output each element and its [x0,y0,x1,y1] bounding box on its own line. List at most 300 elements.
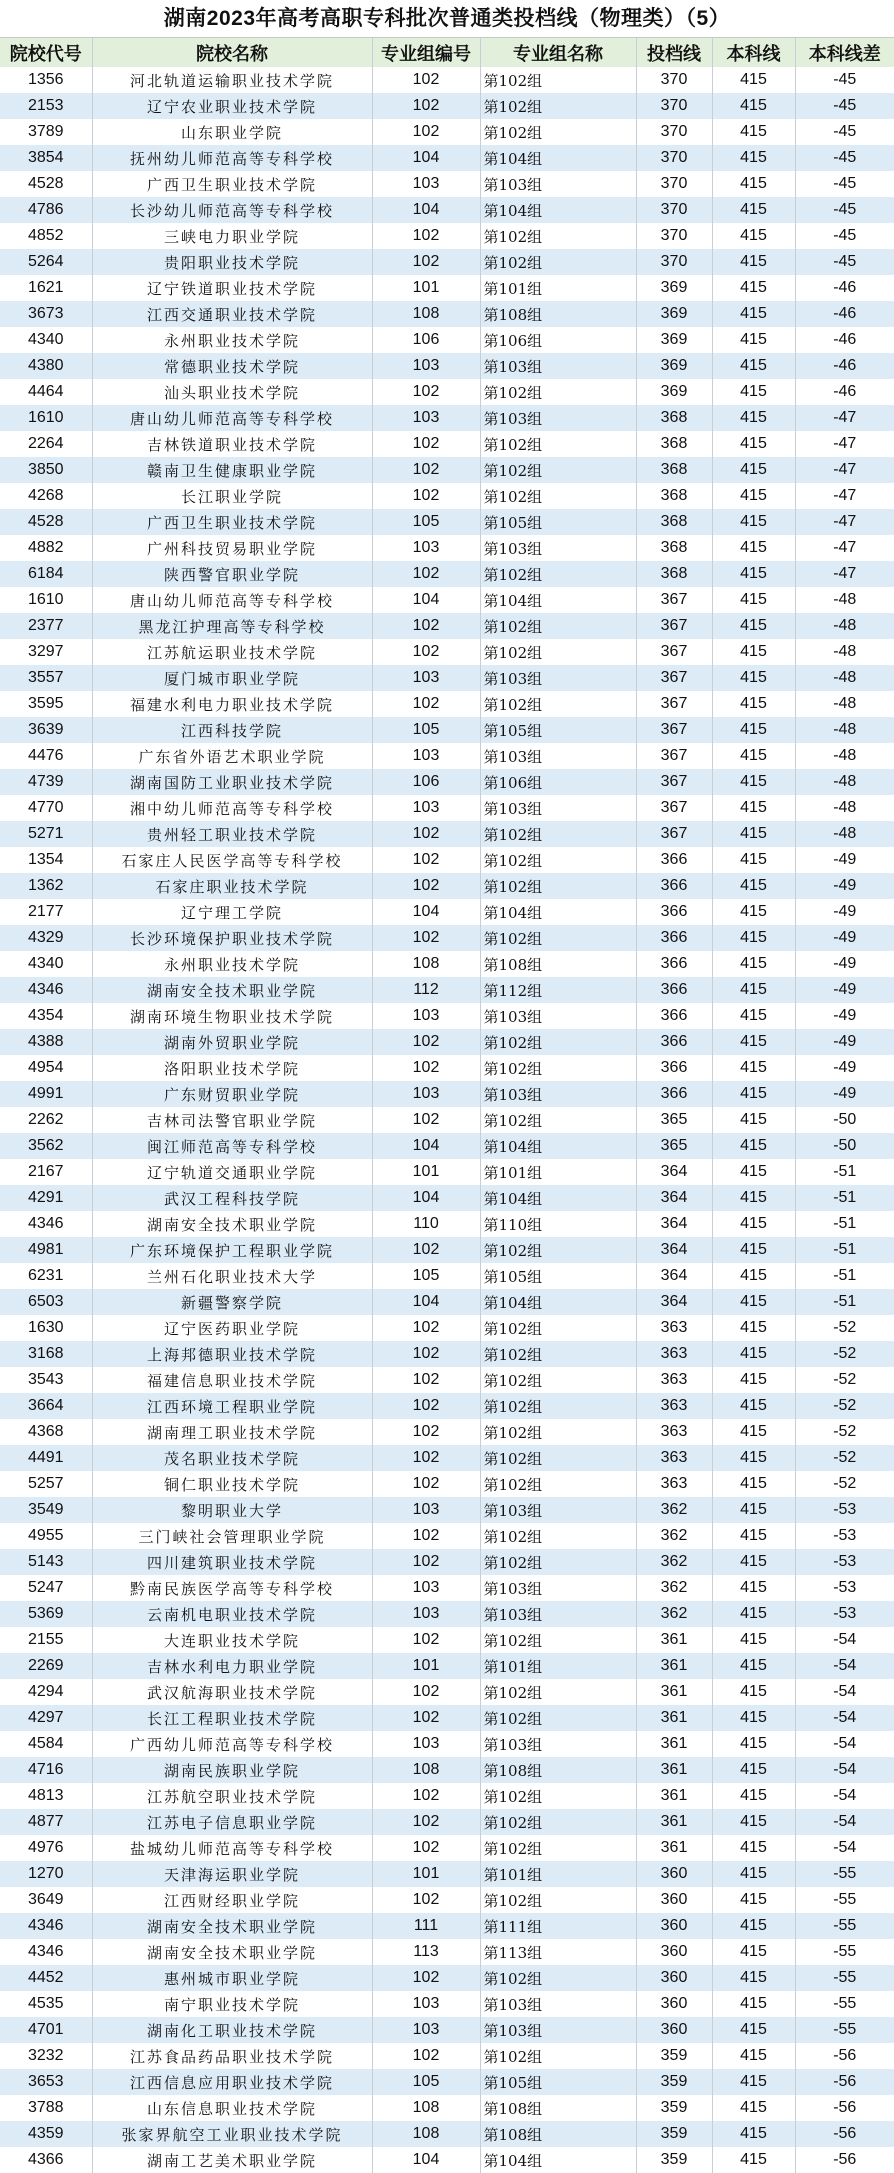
undergrad-line-cell: 415 [712,1939,795,1965]
line-difference-cell: -48 [795,665,894,691]
line-difference-cell: -47 [795,535,894,561]
school-name-cell: 广州科技贸易职业学院 [92,535,372,561]
table-row [0,1393,894,1419]
school-code-cell: 4340 [27,331,64,348]
table-row [0,1497,894,1523]
school-name-cell: 辽宁医药职业学院 [92,1315,372,1341]
table-row [0,1471,894,1497]
table-row [0,691,894,717]
group-number-cell: 102 [372,561,480,587]
admission-score-cell: 361 [636,1731,712,1757]
header-row [0,38,894,67]
school-code-cell: 3653 [27,2073,64,2090]
group-name-cell: 第103组 [480,1731,636,1757]
admission-score-cell: 359 [636,2121,712,2147]
school-code-cell: 4366 [27,2151,64,2168]
school-code-cell: 4877 [27,1813,64,1830]
group-name-cell: 第102组 [480,847,636,873]
group-name-cell: 第102组 [480,1237,636,1263]
undergrad-line-cell: 415 [712,691,795,717]
school-code-cell: 2262 [27,1111,64,1128]
group-number-cell: 108 [372,301,480,327]
admission-score-cell: 363 [636,1393,712,1419]
admission-score-cell: 360 [636,1887,712,1913]
group-name-cell: 第102组 [480,1783,636,1809]
line-difference-cell: -54 [795,1679,894,1705]
group-name-cell: 第103组 [480,2017,636,2043]
school-name-cell: 唐山幼儿师范高等专科学校 [92,405,372,431]
group-name-cell: 第111组 [480,1913,636,1939]
group-number-cell: 102 [372,431,480,457]
header-admission-score: 投档线 [636,38,712,67]
group-number-cell: 103 [372,1081,480,1107]
school-code-cell: 6231 [27,1267,64,1284]
line-difference-cell: -54 [795,1783,894,1809]
group-number-cell: 102 [372,379,480,405]
group-name-cell: 第103组 [480,795,636,821]
school-code-cell: 4329 [27,929,64,946]
group-name-cell: 第103组 [480,171,636,197]
school-name-cell: 河北轨道运输职业技术学院 [92,67,372,93]
line-difference-cell: -48 [795,795,894,821]
line-difference-cell: -49 [795,925,894,951]
table-row [0,1731,894,1757]
group-name-cell: 第104组 [480,1133,636,1159]
undergrad-line-cell: 415 [712,1835,795,1861]
group-name-cell: 第103组 [480,1003,636,1029]
school-name-cell: 江苏食品药品职业技术学院 [92,2043,372,2069]
group-number-cell: 104 [372,1133,480,1159]
group-number-cell: 102 [372,1627,480,1653]
school-name-cell: 石家庄人民医学高等专科学校 [92,847,372,873]
group-name-cell: 第102组 [480,1627,636,1653]
line-difference-cell: -53 [795,1497,894,1523]
school-name-cell: 贵州轻工职业技术学院 [92,821,372,847]
school-code-cell: 5257 [27,1475,64,1492]
school-code-cell: 3549 [27,1501,64,1518]
school-code-cell: 5143 [27,1553,64,1570]
group-name-cell: 第103组 [480,1497,636,1523]
table-row [0,405,894,431]
admission-score-cell: 366 [636,1055,712,1081]
school-name-cell: 盐城幼儿师范高等专科学校 [92,1835,372,1861]
school-name-cell: 江苏航运职业技术学院 [92,639,372,665]
school-code-cell: 3854 [27,149,64,166]
school-name-cell: 湖南环境生物职业技术学院 [92,1003,372,1029]
school-code-cell: 4528 [27,175,64,192]
line-difference-cell: -48 [795,613,894,639]
group-number-cell: 102 [372,1705,480,1731]
group-number-cell: 102 [372,1679,480,1705]
group-number-cell: 102 [372,1393,480,1419]
admission-score-cell: 366 [636,977,712,1003]
school-code-cell: 1621 [27,279,64,296]
line-difference-cell: -54 [795,1835,894,1861]
group-number-cell: 105 [372,1263,480,1289]
school-code-cell: 1270 [27,1865,64,1882]
group-name-cell: 第102组 [480,1445,636,1471]
school-code-cell: 1362 [27,877,64,894]
group-number-cell: 101 [372,275,480,301]
line-difference-cell: -55 [795,2017,894,2043]
school-name-cell: 长沙幼儿师范高等专科学校 [92,197,372,223]
group-name-cell: 第102组 [480,249,636,275]
school-name-cell: 湖南化工职业技术学院 [92,2017,372,2043]
table-row [0,2017,894,2043]
line-difference-cell: -45 [795,223,894,249]
group-name-cell: 第103组 [480,535,636,561]
school-code-cell: 2264 [27,435,64,452]
school-code-cell: 4464 [27,383,64,400]
line-difference-cell: -52 [795,1445,894,1471]
undergrad-line-cell: 415 [712,587,795,613]
line-difference-cell: -55 [795,1861,894,1887]
group-name-cell: 第102组 [480,1055,636,1081]
group-name-cell: 第101组 [480,1159,636,1185]
line-difference-cell: -47 [795,431,894,457]
group-number-cell: 104 [372,587,480,613]
undergrad-line-cell: 415 [712,1887,795,1913]
group-name-cell: 第102组 [480,379,636,405]
line-difference-cell: -47 [795,509,894,535]
school-code-cell: 4368 [27,1423,64,1440]
table-row [0,249,894,275]
admission-score-cell: 366 [636,1029,712,1055]
school-code-cell: 4491 [27,1449,64,1466]
undergrad-line-cell: 415 [712,2095,795,2121]
school-name-cell: 辽宁农业职业技术学院 [92,93,372,119]
group-number-cell: 102 [372,119,480,145]
table-row [0,483,894,509]
group-name-cell: 第102组 [480,67,636,93]
school-code-cell: 4476 [27,747,64,764]
table-row [0,301,894,327]
school-name-cell: 吉林铁道职业技术学院 [92,431,372,457]
group-number-cell: 102 [372,1445,480,1471]
group-number-cell: 105 [372,717,480,743]
undergrad-line-cell: 415 [712,2121,795,2147]
undergrad-line-cell: 415 [712,301,795,327]
undergrad-line-cell: 415 [712,483,795,509]
school-name-cell: 武汉工程科技学院 [92,1185,372,1211]
undergrad-line-cell: 415 [712,249,795,275]
undergrad-line-cell: 415 [712,1003,795,1029]
admission-score-cell: 361 [636,1653,712,1679]
table-row [0,1653,894,1679]
header-undergrad-line: 本科线 [712,38,795,67]
group-number-cell: 105 [372,509,480,535]
school-name-cell: 江西信息应用职业技术学院 [92,2069,372,2095]
group-name-cell: 第104组 [480,1289,636,1315]
undergrad-line-cell: 415 [712,457,795,483]
school-code-cell: 4991 [27,1085,64,1102]
undergrad-line-cell: 415 [712,1497,795,1523]
line-difference-cell: -55 [795,1991,894,2017]
group-number-cell: 102 [372,93,480,119]
school-code-cell: 2153 [27,97,64,114]
school-code-cell: 1610 [27,409,64,426]
undergrad-line-cell: 415 [712,821,795,847]
line-difference-cell: -52 [795,1471,894,1497]
line-difference-cell: -55 [795,1913,894,1939]
school-code-cell: 5247 [27,1579,64,1596]
admission-score-cell: 368 [636,431,712,457]
undergrad-line-cell: 415 [712,925,795,951]
admission-score-cell: 366 [636,1003,712,1029]
group-name-cell: 第102组 [480,1965,636,1991]
undergrad-line-cell: 415 [712,197,795,223]
line-difference-cell: -56 [795,2121,894,2147]
table-row [0,457,894,483]
group-name-cell: 第102组 [480,1809,636,1835]
table-row [0,275,894,301]
admission-score-cell: 360 [636,1913,712,1939]
school-code-cell: 4297 [27,1709,64,1726]
undergrad-line-cell: 415 [712,1237,795,1263]
admission-score-cell: 361 [636,1835,712,1861]
group-number-cell: 102 [372,1367,480,1393]
admission-score-cell: 359 [636,2095,712,2121]
school-name-cell: 洛阳职业技术学院 [92,1055,372,1081]
line-difference-cell: -48 [795,743,894,769]
school-name-cell: 永州职业技术学院 [92,951,372,977]
line-difference-cell: -49 [795,977,894,1003]
table-title: 湖南2023年高考高职专科批次普通类投档线（物理类）（5） [0,0,894,38]
line-difference-cell: -54 [795,1809,894,1835]
school-code-cell: 4294 [27,1683,64,1700]
table-row [0,2147,894,2173]
school-name-cell: 石家庄职业技术学院 [92,873,372,899]
line-difference-cell: -55 [795,1965,894,1991]
school-code-cell: 2155 [27,1631,64,1648]
school-code-cell: 4954 [27,1059,64,1076]
admission-score-cell: 364 [636,1211,712,1237]
group-number-cell: 108 [372,2095,480,2121]
line-difference-cell: -47 [795,561,894,587]
admission-score-cell: 364 [636,1159,712,1185]
admission-score-cell: 364 [636,1185,712,1211]
group-number-cell: 106 [372,769,480,795]
group-number-cell: 103 [372,1731,480,1757]
admission-score-cell: 368 [636,561,712,587]
undergrad-line-cell: 415 [712,1315,795,1341]
line-difference-cell: -51 [795,1211,894,1237]
table-row [0,925,894,951]
line-difference-cell: -53 [795,1601,894,1627]
school-name-cell: 黔南民族医学高等专科学校 [92,1575,372,1601]
undergrad-line-cell: 415 [712,1913,795,1939]
group-number-cell: 102 [372,821,480,847]
school-name-cell: 辽宁理工学院 [92,899,372,925]
admission-score-cell: 362 [636,1523,712,1549]
school-name-cell: 江西交通职业技术学院 [92,301,372,327]
group-number-cell: 104 [372,1185,480,1211]
header-line-difference: 本科线差 [795,38,894,67]
undergrad-line-cell: 415 [712,847,795,873]
table-row [0,327,894,353]
admission-score-cell: 369 [636,301,712,327]
line-difference-cell: -48 [795,691,894,717]
table-row [0,1705,894,1731]
group-name-cell: 第102组 [480,483,636,509]
admission-score-cell: 361 [636,1627,712,1653]
group-number-cell: 102 [372,691,480,717]
school-code-cell: 2377 [27,617,64,634]
admission-score-cell: 365 [636,1107,712,1133]
undergrad-line-cell: 415 [712,1575,795,1601]
school-name-cell: 黑龙江护理高等专科学校 [92,613,372,639]
table-row [0,795,894,821]
school-code-cell: 4340 [27,955,64,972]
group-name-cell: 第103组 [480,353,636,379]
undergrad-line-cell: 415 [712,1965,795,1991]
table-row [0,431,894,457]
group-name-cell: 第102组 [480,613,636,639]
school-name-cell: 广东省外语艺术职业学院 [92,743,372,769]
undergrad-line-cell: 415 [712,1445,795,1471]
group-number-cell: 103 [372,353,480,379]
school-name-cell: 长江工程职业技术学院 [92,1705,372,1731]
school-name-cell: 新疆警察学院 [92,1289,372,1315]
table-row [0,1939,894,1965]
admission-score-cell: 367 [636,639,712,665]
line-difference-cell: -47 [795,457,894,483]
table-row [0,1445,894,1471]
undergrad-line-cell: 415 [712,379,795,405]
school-name-cell: 湖南民族职业学院 [92,1757,372,1783]
undergrad-line-cell: 415 [712,1861,795,1887]
table-row [0,2043,894,2069]
line-difference-cell: -45 [795,67,894,93]
line-difference-cell: -51 [795,1263,894,1289]
group-number-cell: 102 [372,1887,480,1913]
line-difference-cell: -50 [795,1107,894,1133]
table-row [0,1861,894,1887]
table-row [0,561,894,587]
table-row [0,1315,894,1341]
line-difference-cell: -45 [795,93,894,119]
school-name-cell: 湖南国防工业职业技术学院 [92,769,372,795]
group-number-cell: 103 [372,1003,480,1029]
school-name-cell: 江苏电子信息职业学院 [92,1809,372,1835]
school-code-cell: 4955 [27,1527,64,1544]
school-code-cell: 2177 [27,903,64,920]
group-number-cell: 101 [372,1159,480,1185]
group-number-cell: 102 [372,1549,480,1575]
header-school-name: 院校名称 [92,38,372,67]
school-code-cell: 6503 [27,1293,64,1310]
line-difference-cell: -52 [795,1393,894,1419]
admission-score-cell: 365 [636,1133,712,1159]
admission-score-cell: 360 [636,2017,712,2043]
school-code-cell: 3543 [27,1371,64,1388]
admission-score-cell: 361 [636,1705,712,1731]
group-name-cell: 第103组 [480,743,636,769]
undergrad-line-cell: 415 [712,1081,795,1107]
school-code-cell: 4770 [27,799,64,816]
undergrad-line-cell: 415 [712,1549,795,1575]
school-code-cell: 5271 [27,825,64,842]
group-number-cell: 104 [372,1289,480,1315]
table-row [0,743,894,769]
group-name-cell: 第103组 [480,405,636,431]
group-name-cell: 第108组 [480,301,636,327]
table-row [0,119,894,145]
school-name-cell: 吉林水利电力职业学院 [92,1653,372,1679]
group-name-cell: 第108组 [480,2095,636,2121]
group-number-cell: 102 [372,1419,480,1445]
group-name-cell: 第106组 [480,769,636,795]
line-difference-cell: -52 [795,1341,894,1367]
group-name-cell: 第105组 [480,509,636,535]
school-name-cell: 铜仁职业技术学院 [92,1471,372,1497]
line-difference-cell: -48 [795,821,894,847]
line-difference-cell: -49 [795,1081,894,1107]
school-name-cell: 上海邦德职业技术学院 [92,1341,372,1367]
table-row [0,2121,894,2147]
school-name-cell: 唐山幼儿师范高等专科学校 [92,587,372,613]
admission-score-table [0,38,894,2173]
admission-score-cell: 368 [636,509,712,535]
school-name-cell: 广西幼儿师范高等专科学校 [92,1731,372,1757]
line-difference-cell: -45 [795,171,894,197]
line-difference-cell: -54 [795,1731,894,1757]
admission-score-cell: 368 [636,535,712,561]
line-difference-cell: -49 [795,951,894,977]
group-number-cell: 106 [372,327,480,353]
school-name-cell: 闽江师范高等专科学校 [92,1133,372,1159]
undergrad-line-cell: 415 [712,275,795,301]
group-name-cell: 第102组 [480,1419,636,1445]
group-name-cell: 第105组 [480,1263,636,1289]
group-name-cell: 第103组 [480,665,636,691]
undergrad-line-cell: 415 [712,795,795,821]
header-school-code: 院校代号 [9,43,82,64]
group-name-cell: 第103组 [480,1991,636,2017]
school-name-cell: 辽宁轨道交通职业学院 [92,1159,372,1185]
line-difference-cell: -49 [795,1003,894,1029]
admission-score-cell: 363 [636,1419,712,1445]
school-name-cell: 大连职业技术学院 [92,1627,372,1653]
admission-score-cell: 367 [636,821,712,847]
table-row [0,873,894,899]
school-name-cell: 山东职业学院 [92,119,372,145]
group-number-cell: 102 [372,483,480,509]
school-code-cell: 4354 [27,1007,64,1024]
school-code-cell: 2269 [27,1657,64,1674]
table-row [0,847,894,873]
header-group-number: 专业组编号 [372,38,480,67]
table-row [0,1679,894,1705]
admission-score-cell: 366 [636,1081,712,1107]
undergrad-line-cell: 415 [712,1731,795,1757]
admission-score-cell: 364 [636,1237,712,1263]
school-name-cell: 云南机电职业技术学院 [92,1601,372,1627]
table-row [0,717,894,743]
school-name-cell: 永州职业技术学院 [92,327,372,353]
group-name-cell: 第102组 [480,1393,636,1419]
group-name-cell: 第102组 [480,873,636,899]
line-difference-cell: -48 [795,769,894,795]
line-difference-cell: -54 [795,1653,894,1679]
group-number-cell: 102 [372,1965,480,1991]
school-code-cell: 5264 [27,253,64,270]
table-row [0,1991,894,2017]
line-difference-cell: -51 [795,1159,894,1185]
table-row [0,1367,894,1393]
undergrad-line-cell: 415 [712,1783,795,1809]
school-name-cell: 抚州幼儿师范高等专科学校 [92,145,372,171]
